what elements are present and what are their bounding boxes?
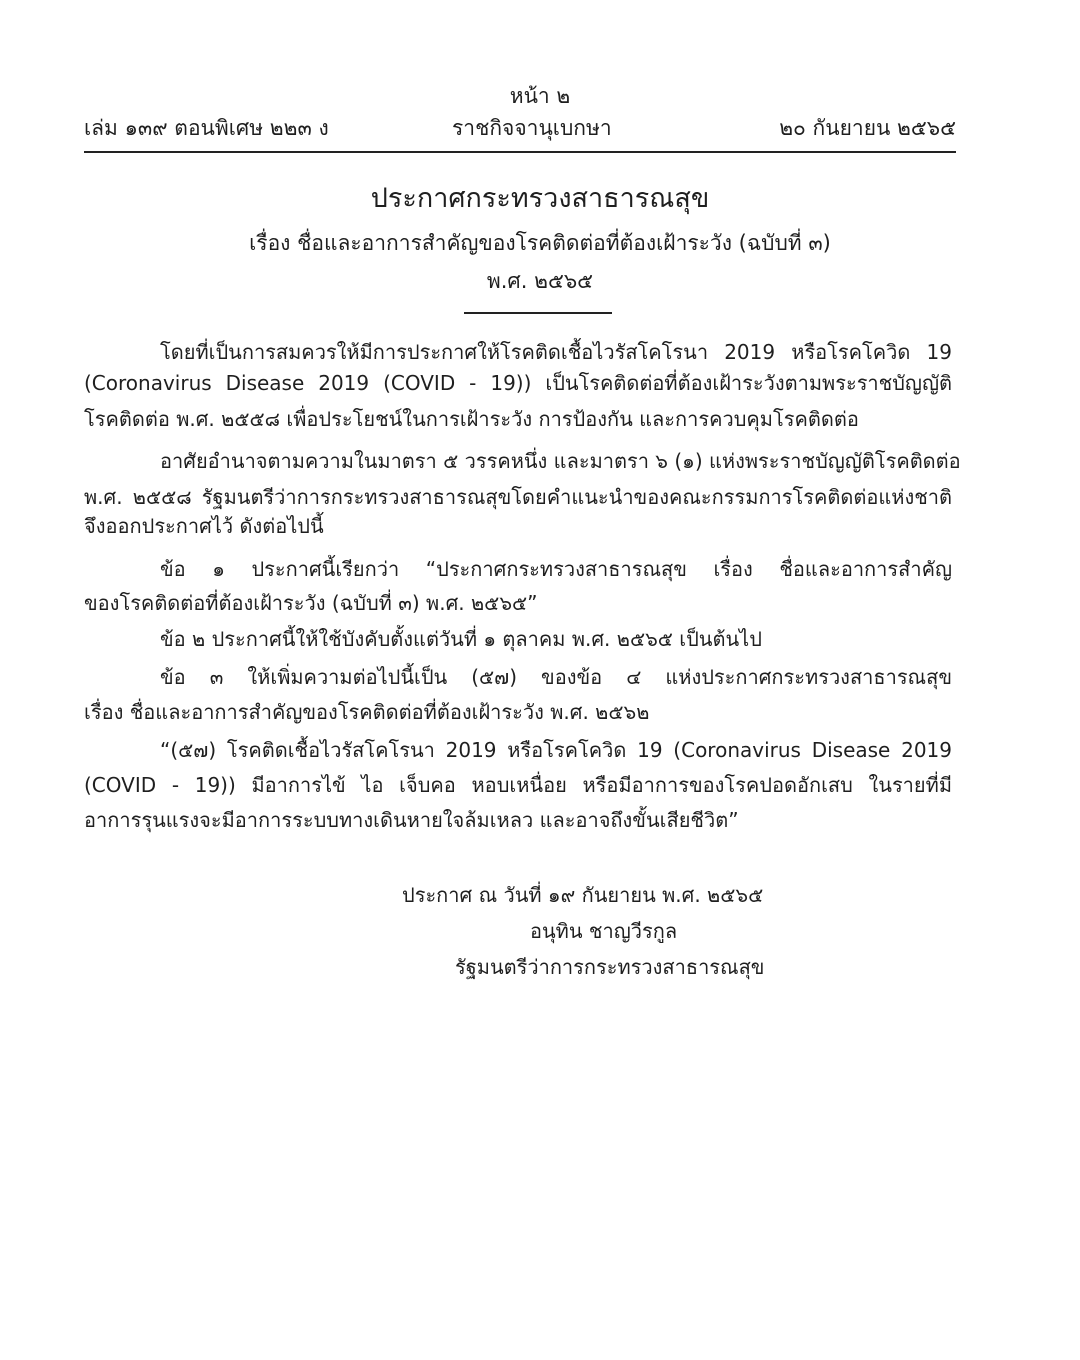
announcement-year: พ.ศ. ๒๕๖๕ <box>486 269 594 293</box>
announcement-date: ประกาศ ณ วันที่ ๑๙ กันยายน พ.ศ. ๒๕๖๕ <box>402 883 764 907</box>
gazette-header <box>84 112 956 148</box>
gazette-name: ราชกิจจานุเบกษา <box>452 116 612 140</box>
body-line: (COVID - 19)) มีอาการไข้ ไอ เจ็บคอ หอบเหนื่อย หรือมีอาการของโรคปอดอักเสบ ในรายที่มี <box>84 773 952 797</box>
announcement-title: ประกาศกระทรวงสาธารณสุข <box>370 183 710 214</box>
announcement-subject: เรื่อง ชื่อและอาการสำคัญของโรคติดต่อที่ต้องเฝ้าระวัง (ฉบับที่ ๓) <box>249 231 831 255</box>
body-line: เรื่อง ชื่อและอาการสำคัญของโรคติดต่อที่ต้องเฝ้าระวัง พ.ศ. ๒๕๖๒ <box>84 700 650 724</box>
body-line: ของโรคติดต่อที่ต้องเฝ้าระวัง (ฉบับที่ ๓) พ.ศ. ๒๕๖๕” <box>84 591 538 615</box>
body-line: อาศัยอำนาจตามความในมาตรา ๕ วรรคหนึ่ง และมาตรา ๖ (๑) แห่งพระราชบัญญัติโรคติดต่อ <box>160 449 961 473</box>
body-line: อาการรุนแรงจะมีอาการระบบทางเดินหายใจล้มเหลว และอาจถึงขั้นเสียชีวิต” <box>84 808 739 832</box>
signatory-name: อนุทิน ชาญวีรกูล <box>530 919 678 943</box>
body-line: จึงออกประกาศไว้ ดังต่อไปนี้ <box>84 514 324 538</box>
volume-issue: เล่ม ๑๓๙ ตอนพิเศษ ๒๒๓ ง <box>84 116 329 140</box>
header-divider <box>84 151 956 153</box>
body-line: (Coronavirus Disease 2019 (COVID - 19)) เป็นโรคติดต่อที่ต้องเฝ้าระวังตามพระราชบัญญัติ <box>84 371 952 395</box>
body-line: พ.ศ. ๒๕๕๘ รัฐมนตรีว่าการกระทรวงสาธารณสุขโดยคำแนะนำของคณะกรรมการโรคติดต่อแห่งชาติ <box>84 485 952 509</box>
body-line: โรคติดต่อ พ.ศ. ๒๕๕๘ เพื่อประโยชน์ในการเฝ้าระวัง การป้องกัน และการควบคุมโรคติดต่อ <box>84 407 859 431</box>
publication-date: ๒๐ กันยายน ๒๕๖๕ <box>779 116 956 140</box>
body-line: “(๕๗) โรคติดเชื้อไวรัสโคโรนา 2019 หรือโรคโควิด 19 (Coronavirus Disease 2019 <box>160 738 952 762</box>
body-line: ข้อ ๒ ประกาศนี้ให้ใช้บังคับตั้งแต่วันที่ ๑ ตุลาคม พ.ศ. ๒๕๖๕ เป็นต้นไป <box>160 627 762 651</box>
body-line: ข้อ ๓ ให้เพิ่มความต่อไปนี้เป็น (๕๗) ของข้อ ๔ แห่งประกาศกระทรวงสาธารณสุข <box>160 665 952 689</box>
signatory-position: รัฐมนตรีว่าการกระทรวงสาธารณสุข <box>455 955 765 979</box>
body-line: โดยที่เป็นการสมควรให้มีการประกาศให้โรคติดเชื้อไวรัสโคโรนา 2019 หรือโรคโควิด 19 <box>160 340 952 364</box>
title-divider <box>464 312 612 314</box>
page-number: หน้า ๒ <box>509 84 571 108</box>
body-line: ข้อ ๑ ประกาศนี้เรียกว่า “ประกาศกระทรวงสาธารณสุข เรื่อง ชื่อและอาการสำคัญ <box>160 557 952 581</box>
